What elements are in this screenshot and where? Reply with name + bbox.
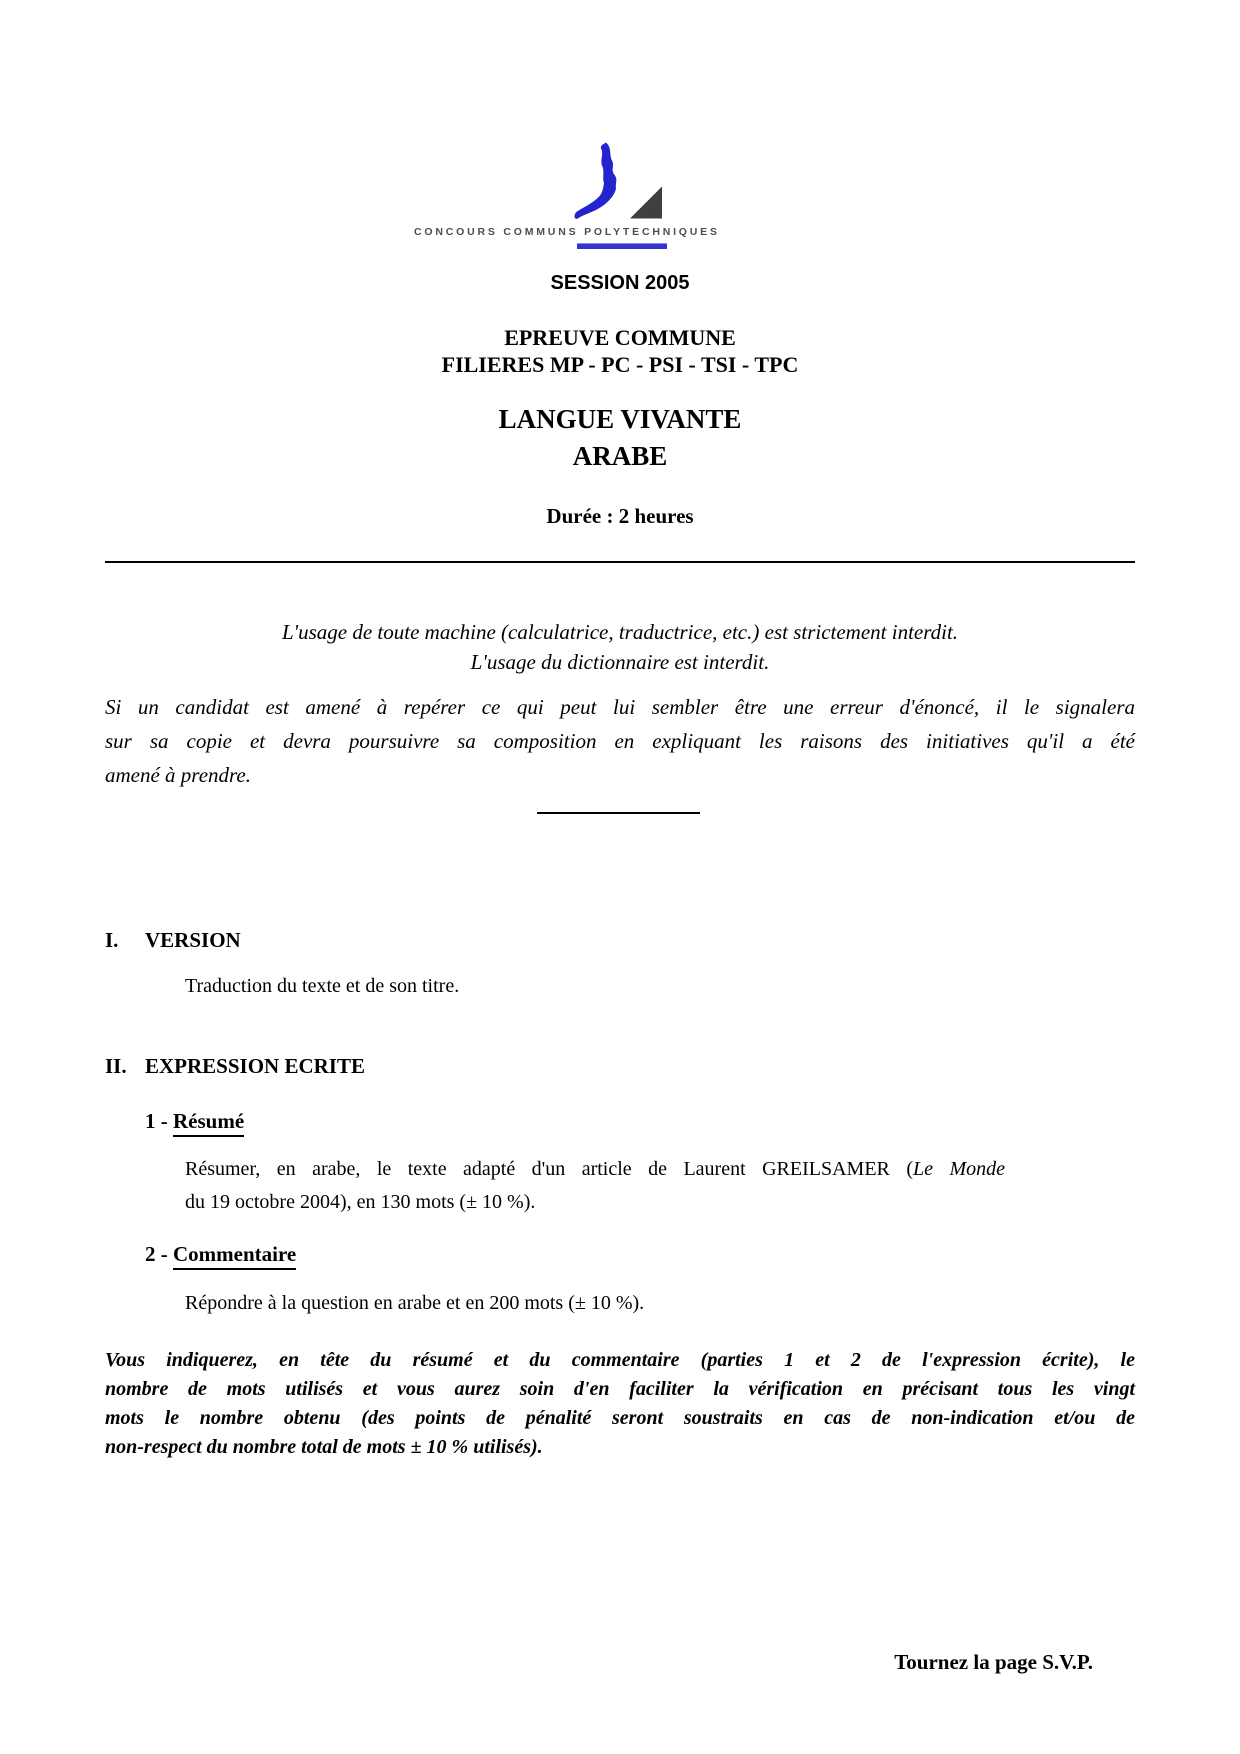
candidate-notice-line: sur sa copie et devra poursuivre sa composition en expliquant les raisons des initiatives qu'il a été [105, 729, 1135, 753]
resume-instructions-line1 [185, 1153, 1005, 1186]
section-1-body: Traduction du texte et de son titre. [185, 975, 460, 997]
section-1-title: VERSION [145, 928, 241, 952]
header-rule [105, 561, 1135, 563]
logo-ribbon-icon [574, 143, 616, 219]
section-2-numeral: II. [105, 1054, 127, 1078]
journal-name: Le Monde [913, 1158, 1005, 1180]
commentaire-instructions: Répondre à la question en arabe et en 200 mots (± 10 %). [185, 1292, 645, 1314]
notice-dictionary: L'usage du dictionnaire est interdit. [470, 650, 770, 674]
logo-caption: CONCOURS COMMUNS POLYTECHNIQUES [414, 226, 720, 238]
word-count-note [105, 1346, 1135, 1462]
resume-instructions [185, 1153, 1005, 1219]
commentaire-heading-prefix: 2 - [145, 1242, 173, 1266]
logo-underline [577, 243, 667, 249]
word-count-note-line: Vous indiquerez, en tête du résumé et du commentaire (parties 1 et 2 de l'expression écrite), le [105, 1349, 1135, 1371]
word-count-note-line: non-respect du nombre total de mots ± 10 % utilisés). [105, 1436, 543, 1458]
word-count-note-line: mots le nombre obtenu (des points de pénalité seront soustraits en cas de non-indication et/ou de [105, 1407, 1135, 1429]
section-2-heading [105, 1054, 1135, 1079]
epreuve-title: EPREUVE COMMUNE [504, 325, 736, 350]
section-2-title: EXPRESSION ECRITE [145, 1054, 365, 1078]
candidate-notice [105, 690, 1135, 792]
duration-line: Durée : 2 heures [546, 504, 694, 528]
section-divider [537, 812, 700, 814]
section-1-numeral: I. [105, 928, 119, 952]
subject-title-line2: ARABE [572, 441, 668, 471]
resume-line1-text: Résumer, en arabe, le texte adapté d'un article de Laurent GREILSAMER ( [185, 1158, 913, 1180]
resume-heading-prefix: 1 - [145, 1109, 173, 1133]
candidate-notice-line: Si un candidat est amené à repérer ce qui peut lui sembler être une erreur d'énoncé, il le signalera [105, 695, 1135, 719]
turn-page-note: Tournez la page S.V.P. [894, 1650, 1093, 1674]
notice-machine: L'usage de toute machine (calculatrice, traductrice, etc.) est strictement interdit. [281, 620, 959, 644]
word-count-note-line: nombre de mots utilisés et vous aurez soin d'en faciliter la vérification en précisant tous les vingt [105, 1378, 1135, 1400]
subject-title-line1: LANGUE VIVANTE [498, 404, 742, 434]
session-title: SESSION 2005 [550, 272, 690, 294]
filieres-line: FILIERES MP - PC - PSI - TSI - TPC [441, 352, 799, 377]
resume-heading [145, 1109, 244, 1134]
commentaire-heading-label: Commentaire [173, 1242, 296, 1270]
resume-heading-label: Résumé [173, 1109, 244, 1137]
candidate-notice-line: amené à prendre. [105, 763, 251, 787]
logo-triangle-icon [630, 187, 662, 219]
section-1-heading [105, 928, 1135, 953]
ccp-logo-mark-icon [572, 138, 667, 224]
commentaire-heading [145, 1242, 296, 1267]
resume-instructions-line2: du 19 octobre 2004), en 130 mots (± 10 %). [185, 1191, 536, 1213]
